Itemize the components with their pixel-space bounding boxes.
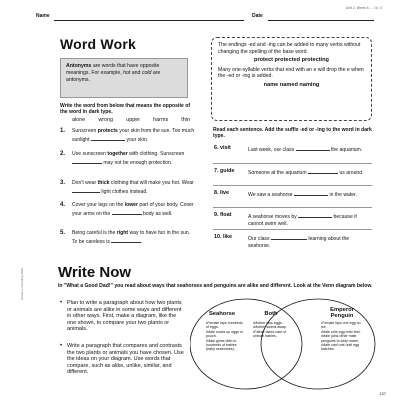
verb-word: 7. guide <box>214 168 235 174</box>
question-text: Sunscreen <box>72 128 98 134</box>
name-line[interactable] <box>54 20 244 21</box>
word-work-title: Word Work <box>60 36 136 52</box>
answer-blank[interactable] <box>271 234 307 240</box>
question-text: with clothing. Sunscreen <box>127 151 185 157</box>
venn-center-list <box>253 321 297 339</box>
answer-blank[interactable] <box>72 158 102 164</box>
verb-sentence: Someone at the aquarium <box>248 170 309 176</box>
venn-left-title: Seahorse <box>208 311 236 317</box>
verb-sentence: us around. <box>338 170 364 176</box>
question-4 <box>60 202 195 218</box>
venn-center-item: • Mother swims away. <box>253 325 297 329</box>
question-text: way to have fun in the sun. To be careless is <box>72 230 191 245</box>
page-number: 137 <box>379 391 386 396</box>
verb-sentence: We saw a seahorse <box>248 192 295 198</box>
question-number: 3. <box>60 180 66 186</box>
verb-sentence: the aquarium. <box>329 147 363 153</box>
antonyms-example-hot: hot <box>123 69 131 76</box>
word-bank-item: wrong <box>98 117 114 123</box>
venn-right-item: • Male rolls egg onto feet. <box>321 330 363 334</box>
bullet-item <box>60 343 184 376</box>
question-bold-word: protects <box>97 128 118 134</box>
name-label: Name <box>36 13 50 19</box>
page-caption: Unit 2, Week 4: ... Gr. 3 <box>345 6 382 10</box>
antonyms-term: Antonyms <box>66 63 92 69</box>
word-bank-item: harms <box>153 117 169 123</box>
question-text: light clothes instead. <box>100 189 148 195</box>
word-bank-item: thin <box>181 117 190 123</box>
antonyms-end: are antonyms. <box>66 69 161 83</box>
name-date-row <box>36 13 374 23</box>
question-text: body as well. <box>141 211 173 217</box>
question-number: 4. <box>60 202 66 208</box>
venn-left-item: • Male sucks up eggs in pouch. <box>206 330 246 339</box>
answer-blank[interactable] <box>296 145 330 151</box>
verb-sentence: because it cannot swim well. <box>248 214 357 227</box>
answer-blank[interactable] <box>308 168 338 174</box>
question-number: 2. <box>60 151 66 157</box>
antonyms-and: and <box>130 69 142 76</box>
antonyms-box <box>60 58 188 98</box>
answer-blank[interactable] <box>294 190 328 196</box>
row-divider <box>213 207 372 208</box>
word-bank-item: alone <box>72 117 86 123</box>
venn-left-item: • Male gives birth to hundreds of babies (baby seahorses). <box>206 339 246 352</box>
question-5 <box>60 230 195 246</box>
answer-blank[interactable] <box>111 237 141 243</box>
suffix-rule-intro: The endings -ed and -ing can be added to many verbs without changing the spelling of the base word. <box>218 42 361 55</box>
verb-sentence: learning about the seahorse. <box>248 236 350 249</box>
question-text: clothing that will make you hot. Wear <box>109 180 194 186</box>
question-bold-word: lower <box>124 202 138 208</box>
venn-left-list <box>206 321 246 352</box>
question-bold-word: right <box>116 230 129 236</box>
question-3 <box>60 180 195 196</box>
row-divider <box>213 163 372 164</box>
venn-right-item: • Male joins other male penguins to keep warm. <box>321 334 363 343</box>
suffix-instruction: Read each sentence. Add the suffix -ed or -ing to the word in dark type. <box>213 127 372 140</box>
antonyms-instruction: Write the word from below that means the opposite of the word in dark type. <box>60 103 191 116</box>
venn-center-title: Both <box>264 311 278 317</box>
row-divider <box>213 185 372 186</box>
suffix-rule-middle: Many one-syllable verbs that end with an e will drop the e when the -ed or -ing is added. <box>218 66 364 80</box>
answer-blank[interactable] <box>91 135 125 141</box>
bullet-dot-icon: • <box>60 343 63 349</box>
bullet-item <box>60 300 184 333</box>
question-text: Don't wear <box>72 180 98 186</box>
venn-center-item: • Mother lays eggs. <box>253 321 297 325</box>
row-divider <box>213 229 372 230</box>
venn-left-item: • Female lays hundreds of eggs. <box>206 321 246 330</box>
suffix-example-2: name named naming <box>263 81 320 88</box>
question-number: 1. <box>60 128 66 134</box>
venn-right-item: • Male can't eat until egg hatches. <box>321 343 363 352</box>
word-bank-item: upper <box>126 117 140 123</box>
word-bank <box>72 117 190 123</box>
answer-blank[interactable] <box>298 212 332 218</box>
question-text: your skin. <box>124 137 149 143</box>
venn-center-item: • Father takes care of unborn babies. <box>253 330 297 339</box>
question-bold-word: thick <box>97 180 110 186</box>
question-text: may not be enough protection. <box>102 160 173 166</box>
venn-right-item: • Female lays one egg on ice. <box>321 321 363 330</box>
suffix-rule-box <box>211 37 372 121</box>
date-line[interactable] <box>268 20 374 21</box>
verb-word: 9. float <box>214 212 232 218</box>
answer-blank[interactable] <box>72 187 100 193</box>
antonyms-def: are words that have opposite meanings. For example, <box>66 63 160 76</box>
question-1 <box>60 128 195 144</box>
verb-sentence: in the water. <box>328 192 357 198</box>
verb-sentence: A seahorse moves by <box>248 214 299 220</box>
suffix-example-1: protect protected protecting <box>254 57 329 64</box>
verb-sentence: Our class <box>248 236 271 242</box>
bullet-text: Plan to write a paragraph about how two plants or animals are alike in some ways and different in other ways. First, make a diagram, like the one shown, to compare your two plants or animals. <box>67 300 182 333</box>
verb-word: 8. live <box>214 190 229 196</box>
question-number: 5. <box>60 230 66 236</box>
venn-right-title: Emperor Penguin <box>330 307 354 320</box>
verb-word: 10. like <box>214 234 232 240</box>
date-label: Date <box>252 13 263 19</box>
question-2 <box>60 151 195 167</box>
question-text: Being careful is the <box>72 230 117 236</box>
question-bold-word: together <box>107 151 128 157</box>
venn-right-list <box>321 321 363 352</box>
write-now-intro: In "What a Good Dad!" you read about ways that seahorses and penguins are alike and different. Look at the Venn diagram below. <box>58 283 373 289</box>
question-text: . <box>141 239 143 245</box>
question-text: your skin from the sun. Too much sunlight <box>72 128 195 143</box>
question-text: part of your body. Cover your arms on the <box>72 202 194 217</box>
verb-word: 6. visit <box>214 145 231 151</box>
side-caption: Grade 3 / Reading Skills <box>20 267 24 300</box>
bullet-dot-icon: • <box>60 300 63 306</box>
bullet-text: Write a paragraph that compares and contrasts the two plants or animals you have chosen. Use the ideas on your diagram. Use words that compare, such as alike, unlike, similar, and different. <box>67 343 184 376</box>
question-text: Cover your legs on the <box>72 202 125 208</box>
answer-blank[interactable] <box>112 209 142 215</box>
question-text: Use sunscreen <box>72 151 108 157</box>
verb-sentence: Last week, our class <box>248 147 296 153</box>
write-now-title: Write Now <box>58 264 132 281</box>
antonyms-example-cold: cold <box>141 69 152 76</box>
